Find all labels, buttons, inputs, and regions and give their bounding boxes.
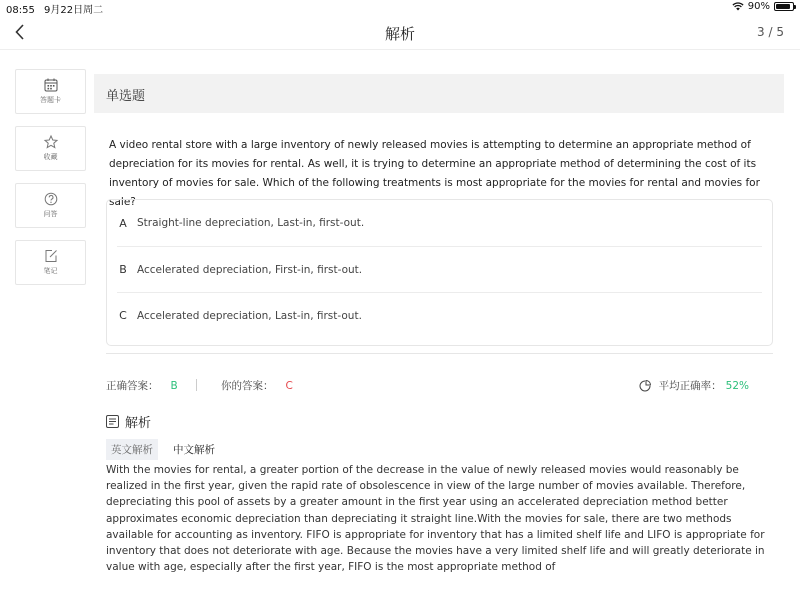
favorite-button[interactable] — [15, 126, 86, 171]
option-text: Straight-line depreciation, Last-in, first-out. — [137, 217, 365, 229]
option-letter: B — [119, 263, 127, 276]
status-right — [732, 1, 794, 12]
your-answer — [221, 378, 293, 393]
qa-button[interactable] — [15, 183, 86, 228]
wifi-icon — [732, 2, 744, 11]
battery-fill — [776, 4, 790, 9]
answer-sheet-button[interactable] — [15, 69, 86, 114]
options-box — [106, 199, 773, 346]
battery-percent: 90% — [747, 1, 770, 12]
answer-sheet-label: 答题卡 — [40, 96, 61, 104]
average-accuracy — [639, 378, 749, 393]
option-text: Accelerated depreciation, First-in, first-out. — [137, 263, 363, 276]
battery-icon — [774, 2, 794, 11]
star-icon — [44, 135, 58, 149]
option-letter: A — [119, 216, 127, 230]
answer-row — [106, 378, 773, 394]
option-b[interactable] — [117, 246, 762, 292]
status-time: 08:55 — [6, 5, 35, 16]
analysis-header — [106, 412, 151, 431]
status-bar — [0, 0, 800, 14]
analysis-language-tabs — [106, 439, 230, 460]
option-a[interactable] — [117, 200, 762, 246]
page-counter: 3 / 5 — [757, 25, 784, 39]
qa-label: 问答 — [43, 210, 58, 218]
answer-separator — [196, 379, 197, 391]
average-accuracy-value: 52% — [725, 379, 749, 392]
option-c[interactable] — [117, 292, 762, 338]
page-title: 解析 — [384, 25, 415, 43]
pie-chart-icon — [639, 380, 651, 392]
question-type: 单选题 — [106, 89, 146, 104]
correct-answer-label: 正确答案： — [106, 380, 159, 392]
note-button[interactable] — [15, 240, 86, 285]
note-label: 笔记 — [43, 267, 58, 275]
question-icon — [44, 192, 58, 206]
side-toolbar — [15, 69, 86, 297]
document-icon — [106, 415, 119, 428]
note-icon — [44, 249, 58, 263]
tab-english-analysis[interactable]: 英文解析 — [106, 439, 158, 460]
question-text: A video rental store with a large inventory of newly released movies is attempting to determine an appropriate method of depreciation for its movies for rental. As well, it is trying to determine an appropriate method of determining the cost of its inventory of movies for sale. Which of the following treatments is most appropriate for the movies for rental and movies for sale? — [109, 139, 760, 208]
analysis-title: 解析 — [125, 416, 152, 431]
your-answer-value: C — [285, 380, 293, 392]
average-accuracy-label: 平均正确率： — [658, 380, 722, 392]
status-date: 9月22日周二 — [44, 5, 104, 16]
correct-answer-value: B — [170, 380, 178, 392]
tab-chinese-analysis[interactable]: 中文解析 — [173, 444, 215, 456]
answer-sheet-icon — [44, 78, 58, 92]
correct-answer — [106, 378, 178, 393]
question-type-bar — [94, 74, 784, 113]
your-answer-label: 你的答案： — [221, 380, 274, 392]
analysis-text: With the movies for rental, a greater portion of the decrease in the value of newly released movies would reasonably be realized in the first year, given the rapid rate of obsolescence in view of the large number of movies available. Therefore, depreciating this pool of assets by a greater amount in the first year using an accelerated depreciation method better approximates economic depreciation than depreciating it straight line.With the movies for sale, there are two methods available for accounting as inventory. FIFO is appropriate for inventory that has a limited shelf life and LIFO is appropriate for inventory that does not deteriorate with age. Because the movies have a very limited shelf life and will greatly deteriorate in value with age, especially after the first year, FIFO is the most appropriate method of — [106, 464, 765, 574]
nav-bar — [0, 14, 800, 50]
favorite-label: 收藏 — [43, 153, 58, 161]
option-text: Accelerated depreciation, Last-in, first-out. — [137, 309, 362, 322]
option-letter: C — [119, 309, 127, 322]
divider — [106, 353, 773, 354]
